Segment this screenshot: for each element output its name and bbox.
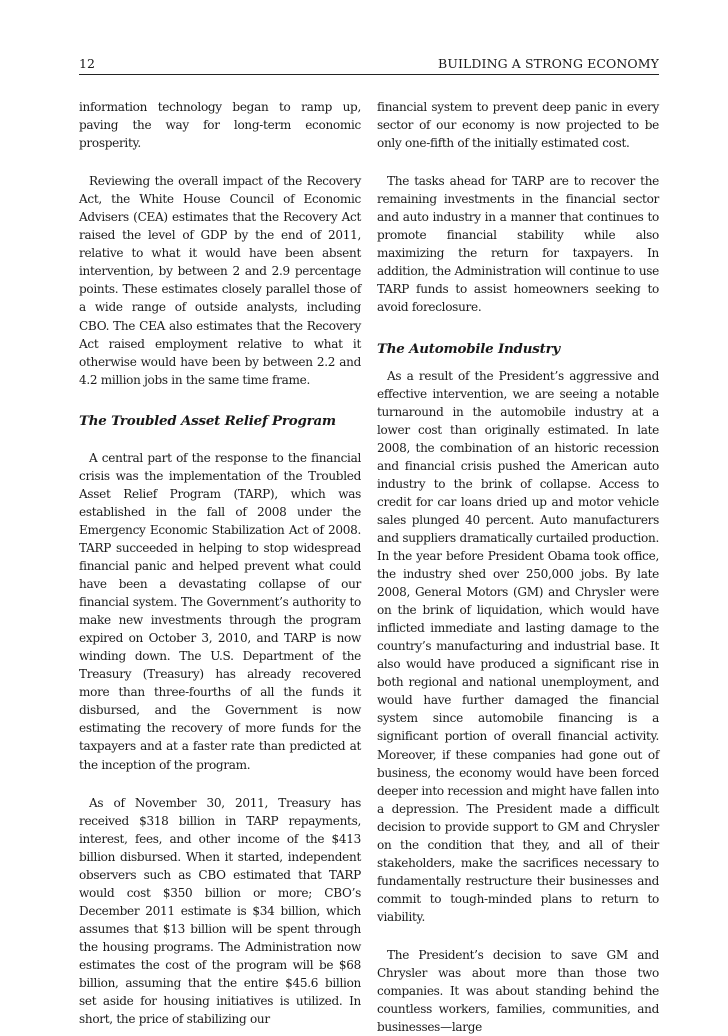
right-paragraph-1: financial system to prevent deep panic in every sector of our economy is now projected to be only one-fifth of the initially estimated cost. bbox=[377, 100, 659, 151]
left-paragraph-3: A central part of the response to the financial crisis was the implementation of the Troubled Asset Relief Program (TARP), which was established in the fall of 2008 under the Emergency Economic Stabilization Act of 2008. TARP succeeded in helping to stop widespread financial panic and helped prevent what could have been a devastating collapse of our financial system. The Government’s authority to make new investments through the program expired on October 3, 2010, and TARP is now winding down. The U.S. Department of the Treasury (Treasury) has already recovered more than three-fourths of all the funds it disbursed, and the Government is now estimating the recovery of more funds for the taxpayers and at a faster rate than predicted at the inception of the program. bbox=[79, 450, 361, 772]
section-heading-automobile: The Automobile Industry bbox=[377, 340, 560, 357]
page-header bbox=[79, 56, 659, 74]
running-title: BUILDING A STRONG ECONOMY bbox=[438, 56, 659, 71]
left-paragraph-2: Reviewing the overall impact of the Recovery Act, the White House Council of Economic Advisers (CEA) estimates that the Recovery Act raised the level of GDP by the end of 2011, relative to what it would have been absent intervention, by between 2 and 2.9 percentage points. These estimates closely parallel those of a wide range of outside analysts, including CBO. The CEA also estimates that the Recovery Act raised employment relative to what it otherwise would have been by between 2.2 and 4.2 million jobs in the same time frame. bbox=[79, 174, 361, 387]
left-paragraph-1: information technology began to ramp up, paving the way for long-term economic prosperity. bbox=[79, 100, 361, 151]
right-column bbox=[377, 98, 659, 1036]
section-heading-tarp: The Troubled Asset Relief Program bbox=[79, 412, 336, 429]
header-rule bbox=[79, 74, 659, 75]
left-paragraph-4: As of November 30, 2011, Treasury has received $318 billion in TARP repayments, interest, fees, and other income of the $413 billion disbursed. When it started, independent observers such as CBO estimated that TARP would cost $350 billion or more; CBO’s December 2011 estimate is $34 billion, which assumes that $13 billion will be spent through the housing programs. The Administration now estimates the cost of the program will be $68 billion, assuming that the entire $45.6 billion set aside for housing initiatives is utilized. In short, the price of stabilizing our bbox=[79, 795, 361, 1027]
left-column bbox=[79, 98, 361, 1028]
right-paragraph-2: The tasks ahead for TARP are to recover the remaining investments in the financial sector and auto industry in a manner that continues to promote financial stability while also maximizing the return for taxpayers. In addition, the Administration will continue to use TARP funds to assist homeowners seeking to avoid foreclosure. bbox=[377, 174, 659, 315]
right-paragraph-4: The President’s decision to save GM and Chrysler was about more than those two companies. It was about standing behind the countless workers, families, communities, and businesses—large bbox=[377, 947, 659, 1035]
page-number: 12 bbox=[79, 56, 95, 71]
right-paragraph-3: As a result of the President’s aggressive and effective intervention, we are seeing a notable turnaround in the automobile industry at a lower cost than originally estimated. In late 2008, the combination of an historic recession and financial crisis pushed the American auto industry to the brink of collapse. Access to credit for car loans dried up and motor vehicle sales plunged 40 percent. Auto manufacturers and suppliers dramatically curtailed production. In the year before President Obama took office, the industry shed over 250,000 jobs. By late 2008, General Motors (GM) and Chrysler were on the brink of liquidation, which would have inflicted immediate and lasting damage to the country’s manufacturing and industrial base. It also would have produced a significant rise in both regional and national unemployment, and would have further damaged the financial system since automobile financing is a significant portion of overall financial activity. Moreover, if these companies had gone out of business, the economy would have been forced deeper into recession and might have fallen into a depression. The President made a difficult decision to provide support to GM and Chrysler on the condition that they, and all of their stakeholders, make the sacrifices necessary to fundamentally restructure their businesses and commit to tough-minded plans to return to viability. bbox=[377, 368, 659, 924]
